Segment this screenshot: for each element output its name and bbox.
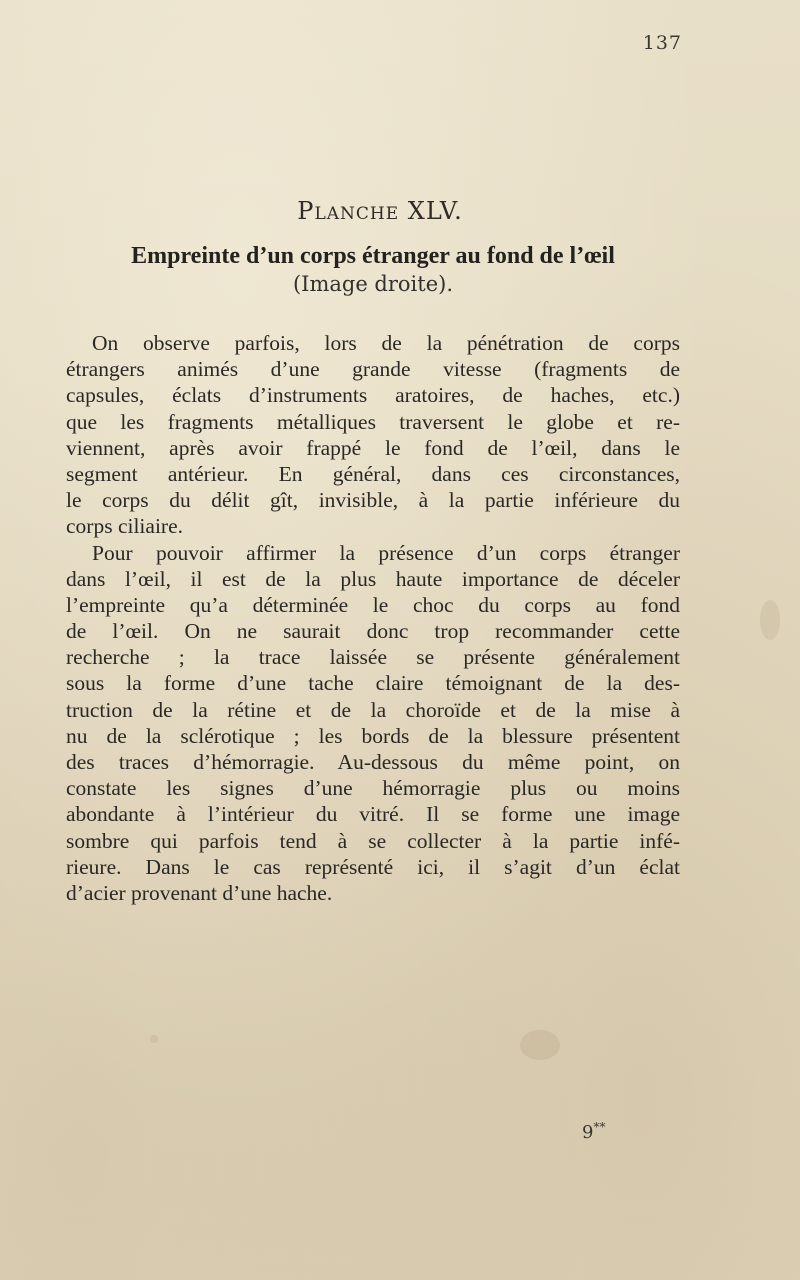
text-line: étrangers animés d’une grande vitesse (fragments de [66,357,680,382]
body-text [66,330,680,906]
text-line: constate les signes d’une hémorragie plus ou moins [66,776,680,801]
heading: Empreinte d’un corps étranger au fond de l’œil [131,243,615,269]
text-line: de l’œil. On ne saurait donc trop recommander cette [66,619,680,644]
text-line: dans l’œil, il est de la plus haute importance de déceler [66,566,680,591]
signature-stars: ** [593,1120,606,1134]
paper-stain [760,600,780,640]
paper-stain [150,1035,158,1043]
text-line: rieure. Dans le cas représenté ici, il s’agit d’un éclat [66,854,680,879]
text-line: Pour pouvoir affirmer la présence d’un corps étranger [92,540,680,565]
text-line: recherche ; la trace laissée se présente généralement [66,645,680,670]
plate-title: Planche XLV. [297,197,463,225]
paper-stain [520,1030,560,1060]
text-line: abondante à l’intérieur du vitré. Il se forme une image [66,802,680,827]
text-line: sous la forme d’une tache claire témoignant de la des- [66,671,680,696]
text-line: capsules, éclats d’instruments aratoires, de haches, etc.) [66,383,680,408]
signature-number: 9 [582,1122,594,1143]
text-line: que les fragments métalliques traversent le globe et re- [66,409,680,434]
subheading: (Image droite). [292,272,454,296]
text-line: sombre qui parfois tend à se collecter à la partie infé- [66,828,680,853]
text-line: le corps du délit gît, invisible, à la partie inférieure du [66,488,680,513]
paragraph-2 [66,540,680,907]
text-line: truction de la rétine et de la choroïde et de la mise à [66,697,680,722]
text-line: corps ciliaire. [66,514,184,539]
text-line: On observe parfois, lors de la pénétration de corps [92,331,680,355]
paragraph-1 [66,330,680,540]
signature-mark [582,1120,605,1143]
text-line: viennent, après avoir frappé le fond de l’œil, dans le [66,435,680,460]
text-line: segment antérieur. En général, dans ces circonstances, [66,461,680,486]
page-number: 137 [642,32,682,54]
text-line: nu de la sclérotique ; les bords de la blessure présentent [66,723,680,748]
text-line: d’acier provenant d’une hache. [66,880,333,905]
text-line: l’empreinte qu’a déterminée le choc du corps au fond [66,592,680,617]
text-line: des traces d’hémorragie. Au-dessous du même point, on [66,750,680,774]
